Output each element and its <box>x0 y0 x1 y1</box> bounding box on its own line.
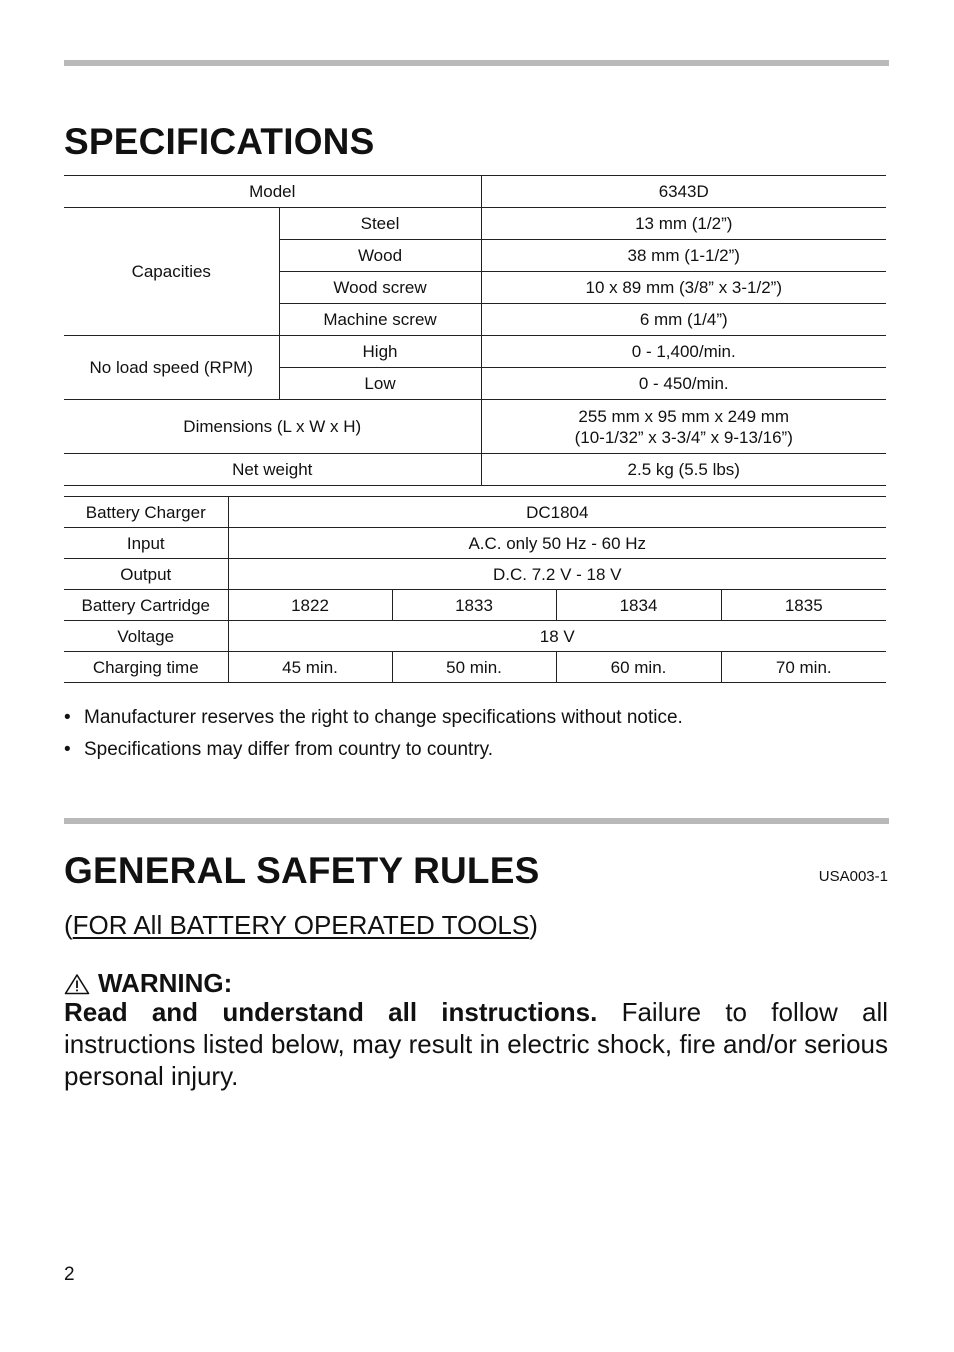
table-row <box>64 176 886 208</box>
wood-value: 38 mm (1-1/2”) <box>481 240 886 272</box>
note-text: Specifications may differ from country to country. <box>84 739 494 760</box>
net-weight-label: Net weight <box>64 454 481 486</box>
cartridge-value: 1834 <box>556 590 721 621</box>
table-row <box>64 336 886 368</box>
note-text: Manufacturer reserves the right to change specifications without notice. <box>84 707 683 728</box>
specifications-table <box>64 175 886 486</box>
subtitle <box>64 910 538 941</box>
table-row <box>64 652 886 683</box>
output-label: Output <box>64 559 228 590</box>
list-item <box>64 705 683 737</box>
wood-screw-label: Wood screw <box>279 272 481 304</box>
bullet: • <box>64 739 71 760</box>
subtitle-open-paren: ( <box>64 910 73 940</box>
high-value: 0 - 1,400/min. <box>481 336 886 368</box>
charging-time-label: Charging time <box>64 652 228 683</box>
table-row <box>64 454 886 486</box>
charging-time-value: 45 min. <box>228 652 392 683</box>
subtitle-text: FOR All BATTERY OPERATED TOOLS <box>72 910 530 940</box>
dimensions-value <box>481 400 886 454</box>
table-row <box>64 497 886 528</box>
table-row <box>64 208 886 240</box>
dimensions-value-imperial: (10-1/32” x 3-3/4” x 9-13/16”) <box>574 427 793 447</box>
cartridge-label: Battery Cartridge <box>64 590 228 621</box>
voltage-label: Voltage <box>64 621 228 652</box>
charging-time-value: 50 min. <box>392 652 556 683</box>
wood-label: Wood <box>279 240 481 272</box>
warning-label: WARNING: <box>98 968 233 998</box>
table-row <box>64 559 886 590</box>
input-label: Input <box>64 528 228 559</box>
specification-notes <box>64 705 683 769</box>
cartridge-value: 1835 <box>721 590 886 621</box>
charging-time-value: 60 min. <box>556 652 721 683</box>
safety-rules-heading: GENERAL SAFETY RULES <box>64 850 540 891</box>
model-value: 6343D <box>481 176 886 208</box>
table-row <box>64 400 886 454</box>
machine-screw-label: Machine screw <box>279 304 481 336</box>
charging-time-value: 70 min. <box>721 652 886 683</box>
table-row <box>64 590 886 621</box>
cartridge-value: 1833 <box>392 590 556 621</box>
net-weight-value: 2.5 kg (5.5 lbs) <box>481 454 886 486</box>
warning-paragraph <box>64 996 888 1092</box>
steel-value: 13 mm (1/2”) <box>481 208 886 240</box>
charger-label: Battery Charger <box>64 497 228 528</box>
voltage-value: 18 V <box>228 621 886 652</box>
bullet: • <box>64 707 71 728</box>
page-number: 2 <box>64 1264 75 1285</box>
low-label: Low <box>279 368 481 400</box>
wood-screw-value: 10 x 89 mm (3/8” x 3-1/2”) <box>481 272 886 304</box>
model-label: Model <box>64 176 481 208</box>
warning-heading <box>64 968 232 999</box>
cartridge-value: 1822 <box>228 590 392 621</box>
warning-lead: Read and understand all instructions. <box>64 997 598 1027</box>
dimensions-value-metric: 255 mm x 95 mm x 249 mm <box>578 406 790 426</box>
charger-value: DC1804 <box>228 497 886 528</box>
low-value: 0 - 450/min. <box>481 368 886 400</box>
warning-body: Failure to follow all instructions listed below, may result in electric shock, fire and/or serious personal injury. <box>64 997 888 1091</box>
table-row <box>64 621 886 652</box>
subtitle-close-paren: ) <box>529 910 538 940</box>
machine-screw-value: 6 mm (1/4”) <box>481 304 886 336</box>
input-value: A.C. only 50 Hz - 60 Hz <box>228 528 886 559</box>
high-label: High <box>279 336 481 368</box>
output-value: D.C. 7.2 V - 18 V <box>228 559 886 590</box>
charger-table <box>64 496 886 683</box>
capacities-label: Capacities <box>64 208 279 336</box>
section-divider <box>64 818 889 824</box>
document-id: USA003-1 <box>818 868 888 885</box>
no-load-speed-label: No load speed (RPM) <box>64 336 279 400</box>
list-item <box>64 737 683 769</box>
table-row <box>64 528 886 559</box>
steel-label: Steel <box>279 208 481 240</box>
dimensions-label: Dimensions (L x W x H) <box>64 400 481 454</box>
top-divider <box>64 60 889 66</box>
specifications-heading: SPECIFICATIONS <box>64 121 375 162</box>
warning-triangle-icon <box>64 973 90 995</box>
